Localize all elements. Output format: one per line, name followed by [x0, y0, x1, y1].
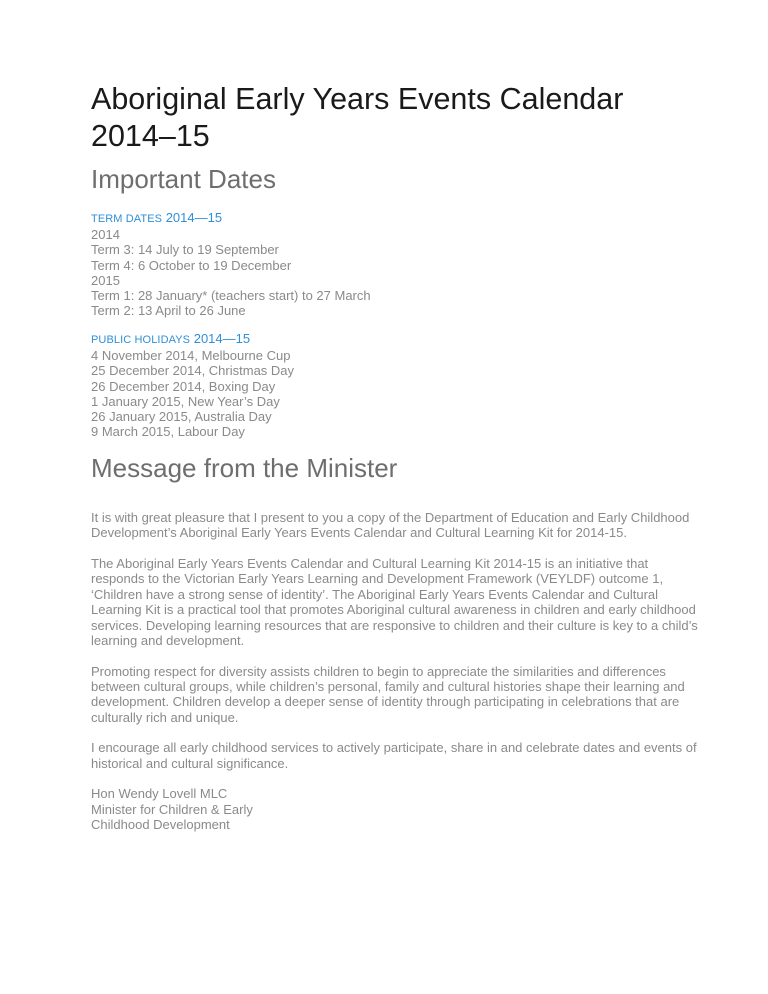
term-dates-subheading [91, 210, 371, 227]
public-holidays-label: PUBLIC HOLIDAYS [91, 334, 191, 346]
message-paragraph: Promoting respect for diversity assists children to begin to appreciate the similarities and differences between cultural groups, while children’s personal, family and cultural histories shape their learning and development. Children develop a deeper sense of identity through participating in celebrations that are culturally rich and unique. [91, 663, 685, 725]
public-holidays-years: 2014—15 [190, 331, 251, 346]
term-line: 2014 [91, 227, 120, 243]
public-holidays-section [91, 331, 294, 439]
signature-role-line-2: Childhood Development [91, 817, 230, 833]
term-line: Term 2: 13 April to 26 June [91, 303, 246, 319]
message-paragraph: It is with great pleasure that I present to you a copy of the Department of Education and Early Childhood Development’s Aboriginal Early Years Events Calendar and Cultural Learning Kit for 2014-15. [91, 510, 690, 541]
term-dates-label: TERM DATES [91, 213, 163, 225]
holiday-line: 1 January 2015, New Year’s Day [91, 393, 280, 409]
message-body [91, 510, 701, 848]
message-paragraph: The Aboriginal Early Years Events Calendar and Cultural Learning Kit 2014-15 is an initiative that responds to the Victorian Early Years Learning and Development Framework (VEYLDF) outcome 1, ‘Children have a strong sense of identity’. The Aboriginal Early Years Events Calendar and Cultural Learning Kit is a practical tool that promotes Aboriginal cultural awareness in children and early childhood services. Developing learning resources that are responsive to children and their culture is key to a child’s learning and development. [91, 556, 698, 649]
holiday-line: 26 December 2014, Boxing Day [91, 378, 276, 394]
document-title-line-2: 2014–15 [91, 119, 210, 153]
holiday-line: 26 January 2015, Australia Day [91, 409, 272, 425]
important-dates-heading: Important Dates [91, 164, 276, 194]
term-line: Term 4: 6 October to 19 December [91, 257, 292, 273]
signature-name: Hon Wendy Lovell MLC [91, 786, 228, 802]
term-dates-years: 2014—15 [162, 210, 223, 225]
signature-block [91, 786, 701, 832]
public-holidays-subheading [91, 331, 294, 348]
holiday-line: 4 November 2014, Melbourne Cup [91, 348, 291, 364]
document-title [91, 81, 711, 155]
holiday-line: 9 March 2015, Labour Day [91, 424, 245, 440]
term-line: 2015 [91, 272, 120, 288]
message-paragraph: I encourage all early childhood services to actively participate, share in and celebrate dates and events of historical and cultural significance. [91, 740, 697, 771]
holiday-line: 25 December 2014, Christmas Day [91, 363, 295, 379]
term-dates-section [91, 210, 371, 318]
term-line: Term 3: 14 July to 19 September [91, 242, 279, 258]
signature-role-line-1: Minister for Children & Early [91, 801, 253, 817]
message-heading: Message from the Minister [91, 453, 398, 483]
document-title-line-1: Aboriginal Early Years Events Calendar [91, 82, 624, 116]
term-line: Term 1: 28 January* (teachers start) to 27 March [91, 288, 371, 304]
